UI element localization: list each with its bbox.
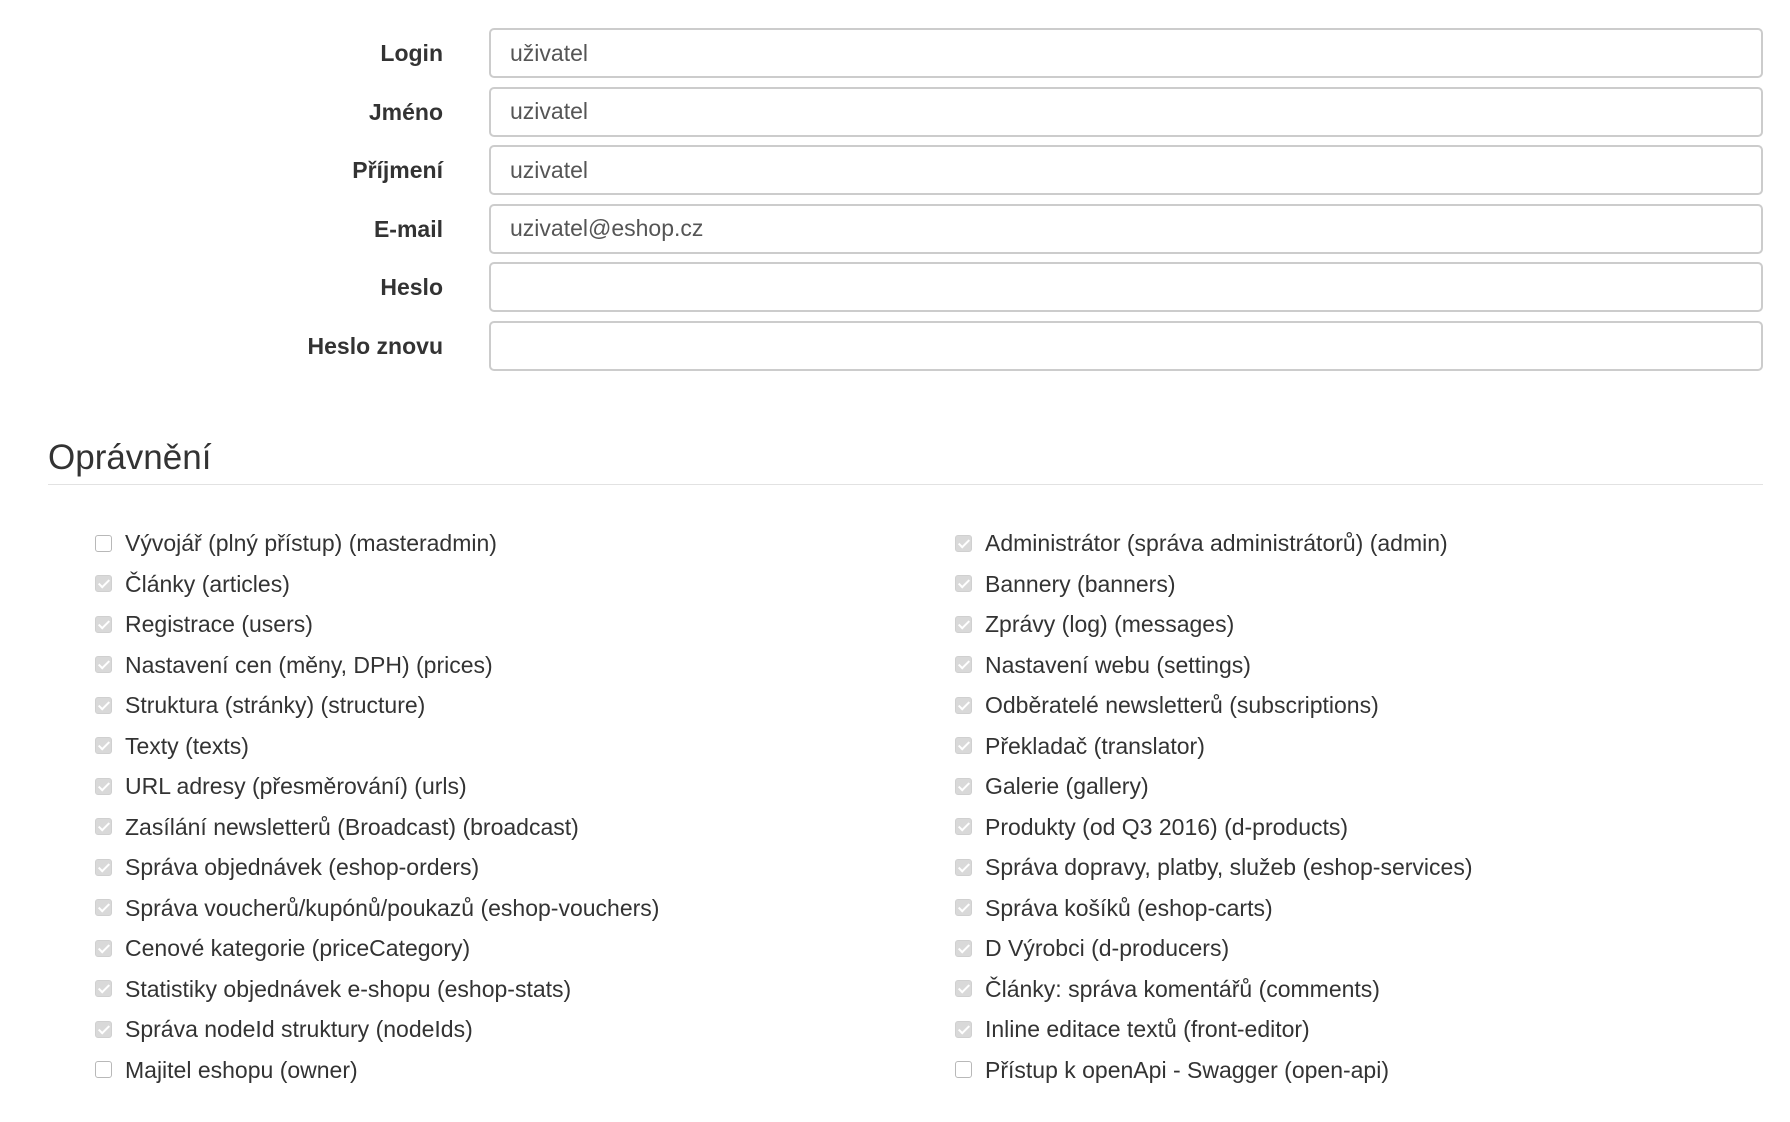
form-row-password-again — [0, 321, 1790, 380]
permission-item[interactable] — [955, 969, 1472, 1010]
permissions-right-column — [955, 523, 1472, 1090]
permission-item[interactable] — [955, 604, 1472, 645]
permission-label: D Výrobci (d-producers) — [985, 935, 1230, 962]
permission-checkbox-checked[interactable] — [955, 899, 972, 916]
last-name-label: Příjmení — [352, 157, 443, 183]
permission-item[interactable] — [955, 1009, 1472, 1050]
permission-checkbox-checked[interactable] — [955, 980, 972, 997]
permission-checkbox-checked[interactable] — [95, 656, 112, 673]
permission-item[interactable] — [95, 604, 659, 645]
permission-item[interactable] — [955, 564, 1472, 605]
permission-label: Správa košíků (eshop-carts) — [985, 894, 1273, 921]
permission-label: Galerie (gallery) — [985, 773, 1149, 800]
permission-item[interactable] — [955, 888, 1472, 929]
permission-label: Vývojář (plný přístup) (masteradmin) — [125, 530, 497, 557]
permission-checkbox-checked[interactable] — [95, 940, 112, 957]
permission-item[interactable] — [95, 969, 659, 1010]
permission-label: Správa voucherů/kupónů/poukazů (eshop-vouchers) — [125, 894, 660, 921]
permission-label: Správa dopravy, platby, služeb (eshop-services) — [985, 854, 1473, 881]
permission-item[interactable] — [955, 847, 1472, 888]
permission-label: Nastavení webu (settings) — [985, 651, 1251, 678]
permission-item[interactable] — [95, 1009, 659, 1050]
permission-checkbox-checked[interactable] — [955, 940, 972, 957]
permission-label: Administrátor (správa administrátorů) (admin) — [985, 530, 1448, 557]
permission-checkbox[interactable] — [95, 535, 112, 552]
permission-item[interactable] — [95, 928, 659, 969]
permission-label: Registrace (users) — [125, 611, 313, 638]
permission-item[interactable] — [95, 564, 659, 605]
password-again-input[interactable] — [489, 321, 1763, 371]
permission-checkbox-checked[interactable] — [95, 575, 112, 592]
permission-item[interactable] — [955, 726, 1472, 767]
last-name-input[interactable] — [489, 145, 1763, 195]
permission-label: Zprávy (log) (messages) — [985, 611, 1235, 638]
permission-label: Správa objednávek (eshop-orders) — [125, 854, 480, 881]
permission-checkbox-checked[interactable] — [955, 737, 972, 754]
form-row-password — [0, 262, 1790, 321]
permission-item[interactable] — [95, 888, 659, 929]
permission-checkbox-checked[interactable] — [95, 1021, 112, 1038]
permission-item[interactable] — [955, 645, 1472, 686]
permission-checkbox-checked[interactable] — [955, 575, 972, 592]
permission-item[interactable] — [95, 807, 659, 848]
permission-item[interactable] — [95, 523, 659, 564]
permission-checkbox-checked[interactable] — [95, 778, 112, 795]
first-name-label: Jméno — [368, 98, 443, 125]
permission-item[interactable] — [95, 847, 659, 888]
permission-label: Majitel eshopu (owner) — [125, 1056, 358, 1083]
permission-label: Zasílání newsletterů (Broadcast) (broadcast) — [125, 813, 579, 840]
permission-label: Články (articles) — [125, 570, 290, 597]
permission-label: Struktura (stránky) (structure) — [125, 692, 426, 719]
form-row-first-name — [0, 87, 1790, 146]
permission-item[interactable] — [955, 766, 1472, 807]
permission-checkbox-checked[interactable] — [95, 980, 112, 997]
permission-checkbox-checked[interactable] — [955, 535, 972, 552]
user-form — [0, 28, 1790, 379]
permission-item[interactable] — [95, 726, 659, 767]
password-again-label: Heslo znovu — [307, 332, 443, 359]
login-label: Login — [380, 40, 443, 66]
permission-checkbox-checked[interactable] — [95, 737, 112, 754]
permission-checkbox-checked[interactable] — [955, 616, 972, 633]
permission-checkbox-checked[interactable] — [95, 859, 112, 876]
permission-checkbox-checked[interactable] — [955, 1021, 972, 1038]
permission-label: Nastavení cen (měny, DPH) (prices) — [125, 651, 493, 678]
password-input[interactable] — [489, 262, 1763, 312]
permission-item[interactable] — [955, 807, 1472, 848]
permission-label: Odběratelé newsletterů (subscriptions) — [985, 692, 1379, 719]
permissions-title: Oprávnění — [48, 438, 212, 477]
permission-label: Statistiky objednávek e-shopu (eshop-stats) — [125, 975, 572, 1002]
permission-item[interactable] — [955, 523, 1472, 564]
permission-checkbox-checked[interactable] — [95, 818, 112, 835]
permission-label: Správa nodeId struktury (nodeIds) — [125, 1016, 473, 1043]
permission-checkbox-checked[interactable] — [95, 899, 112, 916]
permissions-divider — [48, 484, 1763, 485]
form-row-login — [0, 28, 1790, 87]
permission-label: URL adresy (přesměrování) (urls) — [125, 773, 467, 800]
email-input[interactable] — [489, 204, 1763, 254]
form-row-email — [0, 204, 1790, 263]
permission-label: Bannery (banners) — [985, 570, 1176, 597]
permission-checkbox[interactable] — [955, 1061, 972, 1078]
form-row-last-name — [0, 145, 1790, 204]
permission-checkbox-checked[interactable] — [95, 616, 112, 633]
first-name-input[interactable] — [489, 87, 1763, 137]
password-label: Heslo — [380, 274, 443, 300]
permission-item[interactable] — [95, 685, 659, 726]
permission-label: Přístup k openApi - Swagger (open-api) — [985, 1056, 1389, 1083]
permission-checkbox-checked[interactable] — [955, 656, 972, 673]
permission-label: Texty (texts) — [125, 732, 249, 759]
login-input[interactable] — [489, 28, 1763, 78]
permission-item[interactable] — [95, 1050, 659, 1091]
permission-label: Inline editace textů (front-editor) — [985, 1016, 1310, 1043]
permission-checkbox-checked[interactable] — [955, 697, 972, 714]
permission-checkbox-checked[interactable] — [955, 818, 972, 835]
permission-item[interactable] — [95, 766, 659, 807]
permissions-left-column — [95, 523, 659, 1090]
permission-item[interactable] — [955, 1050, 1472, 1091]
permission-checkbox-checked[interactable] — [955, 859, 972, 876]
permission-label: Překladač (translator) — [985, 732, 1205, 759]
permission-item[interactable] — [955, 928, 1472, 969]
permission-item[interactable] — [95, 645, 659, 686]
permission-checkbox-checked[interactable] — [955, 778, 972, 795]
permission-checkbox[interactable] — [95, 1061, 112, 1078]
permission-label: Cenové kategorie (priceCategory) — [125, 935, 471, 962]
permission-item[interactable] — [955, 685, 1472, 726]
permission-label: Články: správa komentářů (comments) — [985, 975, 1380, 1002]
permission-label: Produkty (od Q3 2016) (d-products) — [985, 813, 1349, 840]
email-label: E-mail — [373, 215, 443, 242]
permission-checkbox-checked[interactable] — [95, 697, 112, 714]
